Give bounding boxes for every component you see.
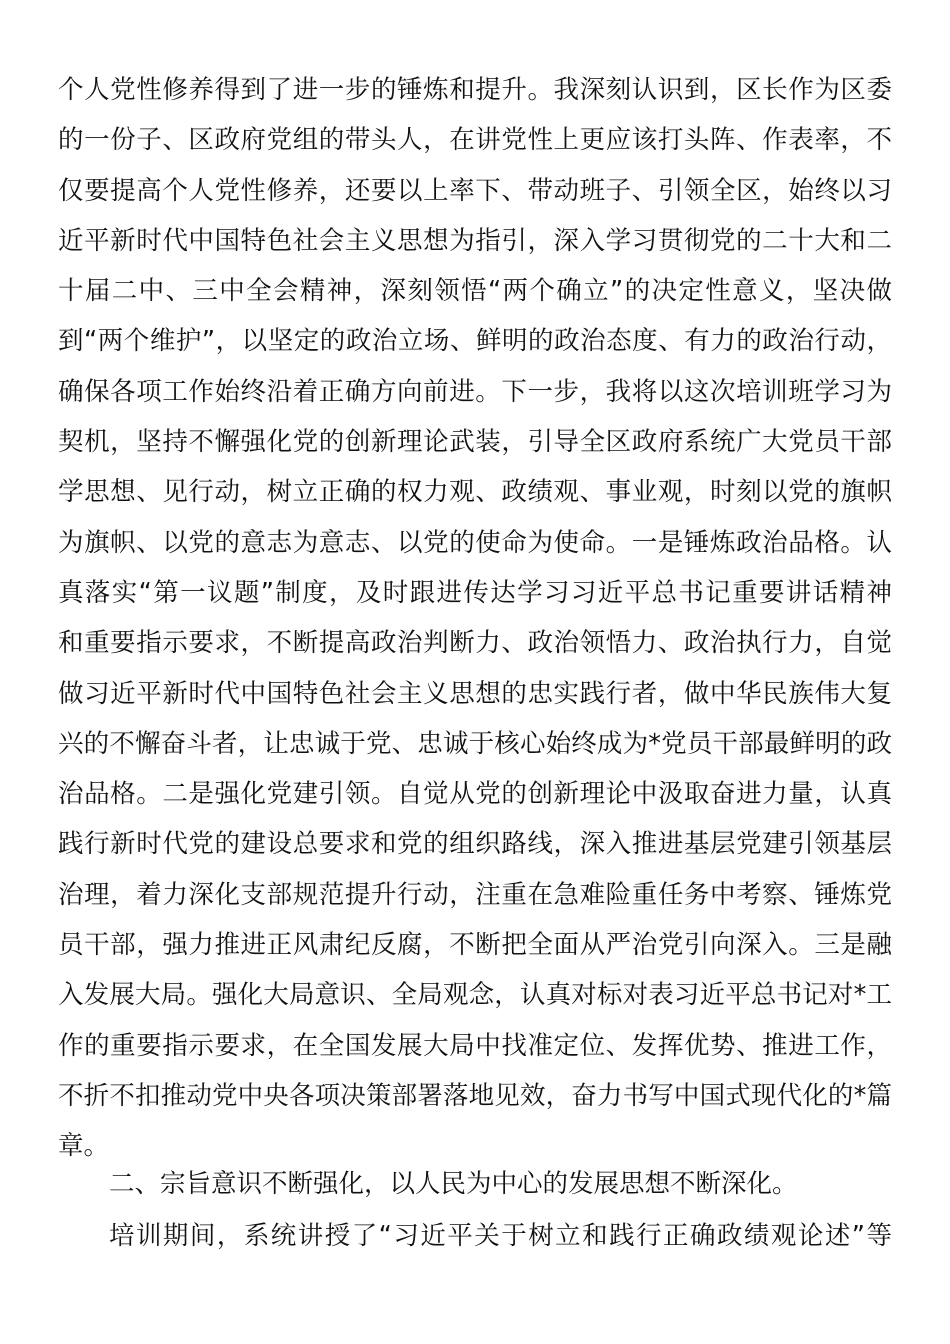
text-line: 作的重要指示要求，在全国发展大局中找准定位、发挥优势、推进工作， — [58, 1030, 892, 1061]
section-heading — [58, 1159, 892, 1209]
text-line: 仅要提高个人党性修养，还要以上率下、带动班子、引领全区，始终以习 — [58, 175, 892, 206]
body-paragraph — [58, 65, 892, 1172]
text-line: 不折不扣推动党中央各项决策部署落地见效，奋力书写中国式现代化的*篇 — [58, 1080, 892, 1111]
heading-text: 二、宗旨意识不断强化，以人民为中心的发展思想不断深化。 — [109, 1169, 798, 1199]
text-line: 个人党性修养得到了进一步的锤炼和提升。我深刻认识到，区长作为区委 — [58, 75, 892, 105]
text-line: 真落实“第一议题”制度，及时跟进传达学习习近平总书记重要讲话精神 — [58, 577, 892, 608]
text-line: 做习近平新时代中国特色社会主义思想的忠实践行者，做中华民族伟大复 — [58, 678, 892, 709]
text-line: 员干部，强力推进正风肃纪反腐，不断把全面从严治党引向深入。三是融 — [58, 930, 892, 961]
text-line: 治理，着力深化支部规范提升行动，注重在急难险重任务中考察、锤炼党 — [58, 879, 892, 910]
text-line: 和重要指示要求，不断提高政治判断力、政治领悟力、政治执行力，自觉 — [58, 628, 892, 659]
text-line: 的一份子、区政府党组的带头人，在讲党性上更应该打头阵、作表率，不 — [58, 125, 892, 156]
text-line: 近平新时代中国特色社会主义思想为指引，深入学习贯彻党的二十大和二 — [58, 225, 892, 256]
text-line: 章。 — [58, 1131, 110, 1162]
text-line: 入发展大局。强化大局意识、全局观念，认真对标对表习近平总书记对*工 — [58, 980, 892, 1011]
text-line: 到“两个维护”，以坚定的政治立场、鲜明的政治态度、有力的政治行动， — [58, 326, 892, 357]
text-line: 培训期间，系统讲授了“习近平关于树立和践行正确政绩观论述”等 — [109, 1221, 892, 1251]
text-line: 兴的不懈奋斗者，让忠诚于党、忠诚于核心始终成为*党员干部最鲜明的政 — [58, 728, 892, 759]
text-line: 为旗帜、以党的意志为意志、以党的使命为使命。一是锤炼政治品格。认 — [58, 527, 892, 558]
text-line: 确保各项工作始终沿着正确方向前进。下一步，我将以这次培训班学习为 — [58, 376, 892, 407]
text-line: 治品格。二是强化党建引领。自觉从党的创新理论中汲取奋进力量，认真 — [58, 779, 892, 810]
text-line: 践行新时代党的建设总要求和党的组织路线，深入推进基层党建引领基层 — [58, 829, 892, 860]
text-line: 契机，坚持不懈强化党的创新理论武装，引导全区政府系统广大党员干部 — [58, 427, 892, 458]
text-line: 学思想、见行动，树立正确的权力观、政绩观、事业观，时刻以党的旗帜 — [58, 477, 892, 508]
text-line: 十届二中、三中全会精神，深刻领悟“两个确立”的决定性意义，坚决做 — [58, 276, 892, 307]
body-paragraph — [58, 1211, 892, 1261]
